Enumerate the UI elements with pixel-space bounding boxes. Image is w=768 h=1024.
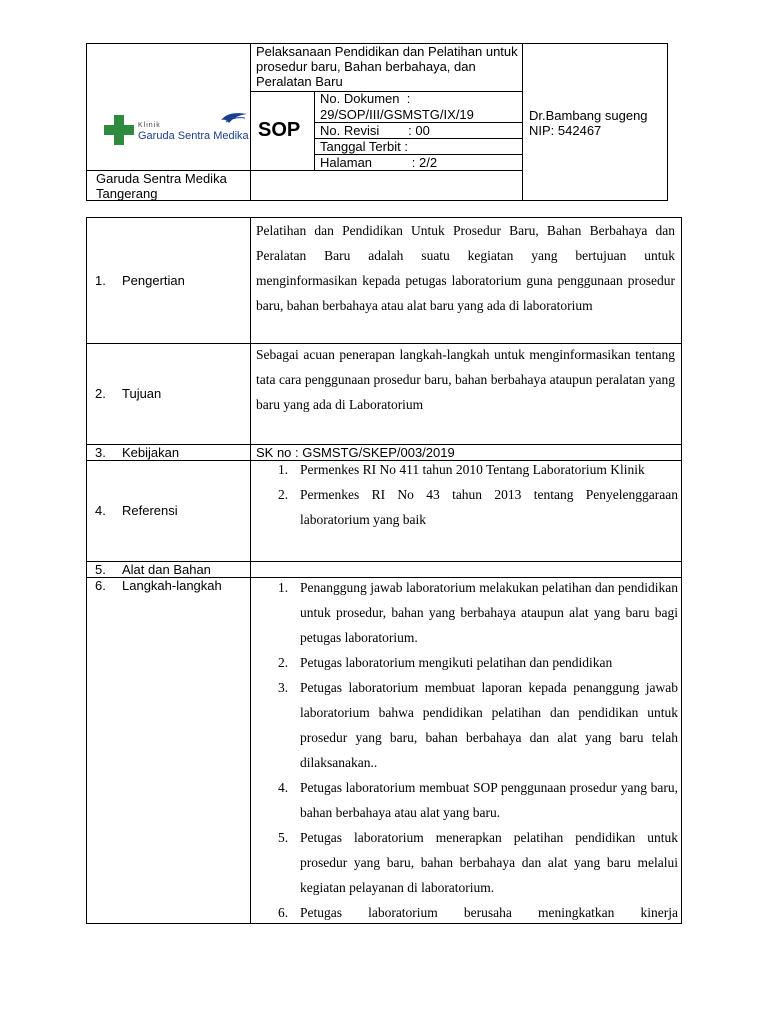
revision-number: No. Revisi : 00 [320, 123, 430, 138]
logo-name: Garuda Sentra Medika [138, 130, 249, 142]
list-item-number: 2. [278, 487, 289, 502]
langkah-list [252, 575, 678, 923]
list-item [252, 900, 678, 923]
doc-number-value: 29/SOP/III/GSMSTG/IX/19 [320, 107, 474, 122]
list-item-text: Petugas laboratorium menerapkan pelatihan pendidikan untuk prosedur yang baru, bahan berbahaya dan alat yang baru melalui kegiatan pelayanan di laboratorium. [300, 830, 678, 895]
list-item [252, 775, 678, 825]
list-item-text: Petugas laboratorium mengikuti pelatihan dan pendidikan [300, 655, 613, 670]
garuda-bird-icon [220, 111, 248, 125]
row-label-kebijakan: Kebijakan [122, 445, 180, 460]
clinic-name: Garuda Sentra Medika Tangerang [96, 171, 227, 201]
list-item [252, 825, 678, 900]
referensi-list [252, 457, 678, 532]
page-number: Halaman : 2/2 [320, 155, 438, 170]
row-label-langkah: Langkah-langkah [122, 578, 222, 593]
signer-nip: NIP: 542467 [529, 123, 602, 138]
list-item-text: Permenkes RI No 43 tahun 2013 tentang Penyelenggaraan laboratorium yang baik [300, 487, 678, 527]
row-number-tujuan: 2. [95, 386, 106, 401]
row-number-langkah: 6. [95, 578, 106, 593]
list-item-number: 6. [278, 905, 289, 920]
list-item [252, 575, 678, 650]
list-item-text: Petugas laboratorium membuat laporan kepada penanggung jawab laboratorium bahwa pendidikan pelatihan dan pendidikan untuk prosedur yang baru, bahan berbahaya dan alat yang baru telah dilaksanakan.. [300, 680, 678, 770]
list-item-number: 3. [278, 680, 289, 695]
row-number-pengertian: 1. [95, 273, 106, 288]
logo-small-text: Klinik [138, 122, 161, 129]
tujuan-text: Sebagai acuan penerapan langkah-langkah untuk menginformasikan tentang tata cara penggunaan prosedur baru, bahan berbahaya ataupun peralatan yang baru yang ada di Laboratorium [256, 347, 675, 412]
list-item-text: Permenkes RI No 411 tahun 2010 Tentang Laboratorium Klinik [300, 462, 645, 477]
row-label-tujuan: Tujuan [122, 386, 162, 401]
signer-name: Dr.Bambang sugeng [529, 108, 648, 123]
row-number-alat: 5. [95, 562, 106, 577]
medical-cross-icon [104, 115, 134, 145]
row-label-alat: Alat dan Bahan [122, 562, 211, 577]
list-item-text: Penanggung jawab laboratorium melakukan pelatihan dan pendidikan untuk prosedur, bahan yang berbahaya ataupun alat yang baru bagi petugas laboratorium. [300, 580, 678, 645]
doc-number-label: No. Dokumen : [320, 91, 411, 106]
row-number-kebijakan: 3. [95, 445, 106, 460]
kebijakan-text: SK no : GSMSTG/SKEP/003/2019 [256, 445, 455, 460]
list-item [252, 457, 678, 482]
list-item-text: Petugas laboratorium membuat SOP penggunaan prosedur yang baru, bahan berbahaya atau alat yang baru. [300, 780, 678, 820]
list-item [252, 482, 678, 532]
issue-date: Tanggal Terbit : [320, 139, 408, 154]
list-item-number: 2. [278, 655, 289, 670]
pengertian-text: Pelatihan dan Pendidikan Untuk Prosedur Baru, Bahan Berbahaya dan Peralatan Baru adalah suatu kegiatan yang bertujuan untuk menginformasikan kepada petugas laboratorium guna penggunaan prosedur baru, bahan berbahaya atau alat baru yang ada di laboratorium [256, 223, 675, 313]
list-item-number: 5. [278, 830, 289, 845]
row-label-referensi: Referensi [122, 503, 178, 518]
list-item [252, 675, 678, 775]
document-title: Pelaksanaan Pendidikan dan Pelatihan untuk prosedur baru, Bahan berbahaya, dan Peralatan Baru [256, 44, 518, 89]
row-number-referensi: 4. [95, 503, 106, 518]
list-item-number: 1. [278, 462, 289, 477]
clinic-logo [104, 111, 252, 151]
sop-label: SOP [258, 119, 301, 141]
list-item-number: 4. [278, 780, 289, 795]
list-item-number: 1. [278, 580, 289, 595]
list-item [252, 650, 678, 675]
row-label-pengertian: Pengertian [122, 273, 185, 288]
list-item-text: Petugas laboratorium berusaha meningkatkan kinerja [300, 905, 678, 920]
